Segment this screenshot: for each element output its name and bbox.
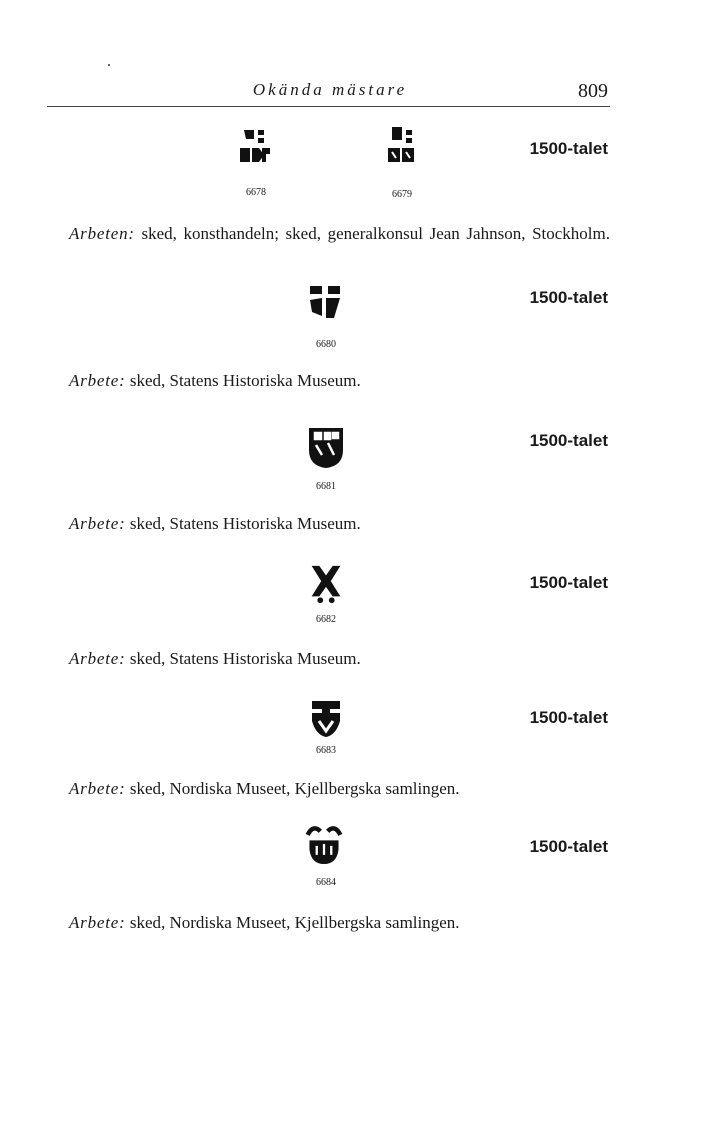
work-text: sked, Statens Historiska Museum.: [129, 514, 361, 533]
work-line: [47, 778, 610, 800]
mark-number: 6678: [246, 187, 266, 198]
work-line: [47, 648, 610, 670]
work-line: [47, 513, 610, 535]
mark-number: 6679: [392, 189, 412, 200]
mark-number: 6681: [316, 481, 336, 492]
work-label: Arbete:: [69, 913, 126, 932]
period-label: 1500-talet: [529, 573, 608, 592]
mark-number: 6683: [316, 745, 336, 756]
speck: [108, 64, 110, 66]
period-label: 1500-talet: [529, 837, 608, 856]
work-description: [47, 513, 610, 535]
hallmark-6679-icon: [382, 124, 422, 168]
running-title: Okända mästare: [252, 80, 408, 99]
work-description: [47, 778, 610, 800]
work-label: Arbeten:: [69, 224, 135, 243]
hallmark-6682-icon: [306, 562, 346, 606]
work-text: sked, Nordiska Museet, Kjellbergska samlingen.: [129, 913, 460, 932]
work-label: Arbete:: [69, 649, 126, 668]
work-description: [47, 223, 610, 245]
hallmark-6681-icon: [306, 425, 346, 469]
period-label: 1500-talet: [529, 139, 608, 158]
work-label: Arbete:: [69, 371, 126, 390]
work-description: [47, 648, 610, 670]
hallmark-6678-icon: [236, 126, 276, 170]
work-text: sked, Nordiska Museet, Kjellbergska samlingen.: [129, 779, 460, 798]
hallmark-6683-icon: [306, 697, 346, 741]
period-label: 1500-talet: [529, 708, 608, 727]
hallmark-6684-icon: [304, 822, 344, 866]
work-label: Arbete:: [69, 514, 126, 533]
work-line: [47, 912, 610, 934]
mark-number: 6684: [316, 877, 336, 888]
mark-number: 6680: [316, 339, 336, 350]
period-label: 1500-talet: [529, 288, 608, 307]
work-text: sked, konsthandeln; sked, generalkonsul Jean Jahnson, Stockholm.: [141, 224, 611, 243]
work-text: sked, Statens Historiska Museum.: [129, 649, 361, 668]
hallmark-6680-icon: [306, 282, 346, 326]
page-number: 809: [578, 80, 608, 102]
work-line: [47, 223, 610, 245]
header-rule: [47, 106, 610, 107]
mark-number: 6682: [316, 614, 336, 625]
work-description: [47, 912, 610, 934]
work-text: sked, Statens Historiska Museum.: [129, 371, 361, 390]
work-line: [47, 370, 610, 392]
work-label: Arbete:: [69, 779, 126, 798]
work-description: [47, 370, 610, 392]
period-label: 1500-talet: [529, 431, 608, 450]
